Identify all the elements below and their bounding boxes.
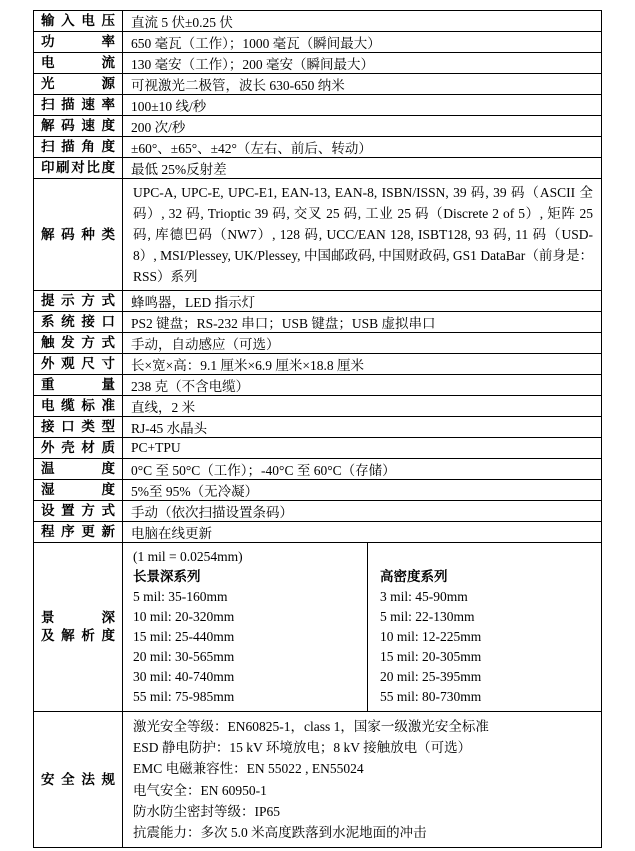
depth-label-line1: 景深 xyxy=(41,610,115,625)
spec-label: 湿度 xyxy=(34,480,123,501)
depth-high-density-item: 3 mil: 45-90mm xyxy=(380,589,468,604)
spec-value: 可视激光二极管，波长 630-650 纳米 xyxy=(123,74,602,95)
spec-label: 电缆标准 xyxy=(34,396,123,417)
spec-row-cable-standard xyxy=(34,396,602,417)
spec-label: 安全法规 xyxy=(34,712,123,848)
depth-long-range-item: 20 mil: 30-565mm xyxy=(133,649,235,664)
spec-label: 重量 xyxy=(34,375,123,396)
spec-value xyxy=(123,543,602,712)
depth-long-range-item: 5 mil: 35-160mm xyxy=(133,589,228,604)
depth-high-density-item: 15 mil: 20-305mm xyxy=(380,649,482,664)
spec-label: 提示方式 xyxy=(34,291,123,312)
depth-high-density-item: 5 mil: 22-130mm xyxy=(380,609,475,624)
safety-line: 抗震能力：多次 5.0 米高度跌落到水泥地面的冲击 xyxy=(133,825,427,841)
spec-label: 程序更新 xyxy=(34,522,123,543)
spec-label: 解码种类 xyxy=(34,179,123,291)
spec-value: 最低 25%反射差 xyxy=(123,158,602,179)
depth-high-density-item: 20 mil: 25-395mm xyxy=(380,669,482,684)
spec-value: PS2 键盘；RS-232 串口；USB 键盘；USB 虚拟串口 xyxy=(123,312,602,333)
spec-row-system-interface xyxy=(34,312,602,333)
depth-long-range-item: 55 mil: 75-985mm xyxy=(133,689,235,704)
spec-label: 设置方式 xyxy=(34,501,123,522)
spec-row-connector-type xyxy=(34,417,602,438)
spec-row-temperature xyxy=(34,459,602,480)
spec-row-decode-speed xyxy=(34,116,602,137)
spec-value xyxy=(123,712,602,848)
spec-value: 手动，自动感应（可选） xyxy=(123,333,602,354)
spec-row-decode-types xyxy=(34,179,602,291)
spec-label: 扫描速率 xyxy=(34,95,123,116)
spec-row-indication xyxy=(34,291,602,312)
spec-value: 200 次/秒 xyxy=(123,116,602,137)
spec-label: 外观尺寸 xyxy=(34,354,123,375)
spec-label: 温度 xyxy=(34,459,123,480)
spec-value: 238 克（不含电缆） xyxy=(123,375,602,396)
spec-row-humidity xyxy=(34,480,602,501)
spec-row-firmware-update xyxy=(34,522,602,543)
spec-label: 光源 xyxy=(34,74,123,95)
spec-label xyxy=(34,543,123,712)
depth-long-range-header: 长景深系列 xyxy=(133,569,201,584)
spec-value: 直流 5 伏±0.25 伏 xyxy=(123,11,602,32)
spec-row-depth-of-field xyxy=(34,543,602,712)
spec-row-power xyxy=(34,32,602,53)
spec-row-print-contrast xyxy=(34,158,602,179)
spec-value: 蜂鸣器，LED 指示灯 xyxy=(123,291,602,312)
spec-label: 接口类型 xyxy=(34,417,123,438)
spec-value: 100±10 线/秒 xyxy=(123,95,602,116)
spec-value: 手动（依次扫描设置条码） xyxy=(123,501,602,522)
spec-label: 系统接口 xyxy=(34,312,123,333)
spec-value: 5%至 95%（无冷凝） xyxy=(123,480,602,501)
spec-value: 长×宽×高：9.1 厘米×6.9 厘米×18.8 厘米 xyxy=(123,354,602,375)
spec-label: 外壳材质 xyxy=(34,438,123,459)
spec-row-safety-regulations xyxy=(34,712,602,848)
safety-line: 激光安全等级：EN60825-1，class 1，国家一级激光安全标准 xyxy=(133,719,489,734)
spec-label: 触发方式 xyxy=(34,333,123,354)
spec-row-trigger-mode xyxy=(34,333,602,354)
spec-row-light-source xyxy=(34,74,602,95)
spec-label: 输入电压 xyxy=(34,11,123,32)
depth-high-density-item: 10 mil: 12-225mm xyxy=(380,629,482,644)
depth-long-range-column xyxy=(123,543,367,711)
safety-line: ESD 静电防护：15 kV 环境放电；8 kV 接触放电（可选） xyxy=(133,740,472,756)
spec-row-input-voltage xyxy=(34,11,602,32)
safety-line: EMC 电磁兼容性：EN 55022 , EN55024 xyxy=(133,761,364,777)
safety-line: 电气安全：EN 60950-1 xyxy=(133,782,267,798)
spec-value: 0°C 至 50°C（工作）；-40°C 至 60°C（存储） xyxy=(123,459,602,480)
depth-high-density-item: 55 mil: 80-730mm xyxy=(380,689,482,704)
spec-label: 电流 xyxy=(34,53,123,74)
depth-note: (1 mil = 0.0254mm) xyxy=(133,549,243,564)
depth-high-density-header: 高密度系列 xyxy=(380,569,448,584)
spec-row-scan-rate xyxy=(34,95,602,116)
spec-row-weight xyxy=(34,375,602,396)
safety-line: 防水防尘密封等级：IP65 xyxy=(133,803,281,819)
depth-label-line2: 及解析度 xyxy=(41,628,115,643)
spec-value: 电脑在线更新 xyxy=(123,522,602,543)
depth-high-density-column xyxy=(367,543,601,711)
spec-label: 扫描角度 xyxy=(34,137,123,158)
spec-row-scan-angle xyxy=(34,137,602,158)
spec-value: RJ-45 水晶头 xyxy=(123,417,602,438)
spec-table xyxy=(33,10,602,848)
spec-value: 130 毫安（工作）；200 毫安（瞬间最大） xyxy=(123,53,602,74)
spec-label: 印刷对比度 xyxy=(34,158,123,179)
depth-spacer xyxy=(380,547,593,567)
spec-value: ±60°、±65°、±42°（左右、前后、转动） xyxy=(123,137,602,158)
spec-label: 解码速度 xyxy=(34,116,123,137)
spec-value: UPC-A, UPC-E, UPC-E1, EAN-13, EAN-8, ISBN/ISSN, 39 码, 39 码（ASCII 全码）, 32 码, Trioptic 39 码, 交叉 25 码, 工业 25 码（Discrete 2 of 5）, 矩阵 25 码, 库德巴码（NW7）, 128 码, UCC/EAN 128, ISBT128, 93 码, 11 码（USD-8）, MSI/Plessey, UK/Plessey, 中国邮政码, 中国财政码, GS1 DataBar（前身是：RSS）系列 xyxy=(123,179,602,291)
spec-value: 650 毫瓦（工作）；1000 毫瓦（瞬间最大） xyxy=(123,32,602,53)
spec-row-dimensions xyxy=(34,354,602,375)
spec-row-housing-material xyxy=(34,438,602,459)
spec-value: 直线，2 米 xyxy=(123,396,602,417)
depth-long-range-item: 15 mil: 25-440mm xyxy=(133,629,235,644)
spec-row-current xyxy=(34,53,602,74)
depth-long-range-item: 10 mil: 20-320mm xyxy=(133,609,235,624)
depth-long-range-item: 30 mil: 40-740mm xyxy=(133,669,235,684)
spec-row-setup-method xyxy=(34,501,602,522)
spec-value: PC+TPU xyxy=(123,438,602,459)
spec-label: 功率 xyxy=(34,32,123,53)
